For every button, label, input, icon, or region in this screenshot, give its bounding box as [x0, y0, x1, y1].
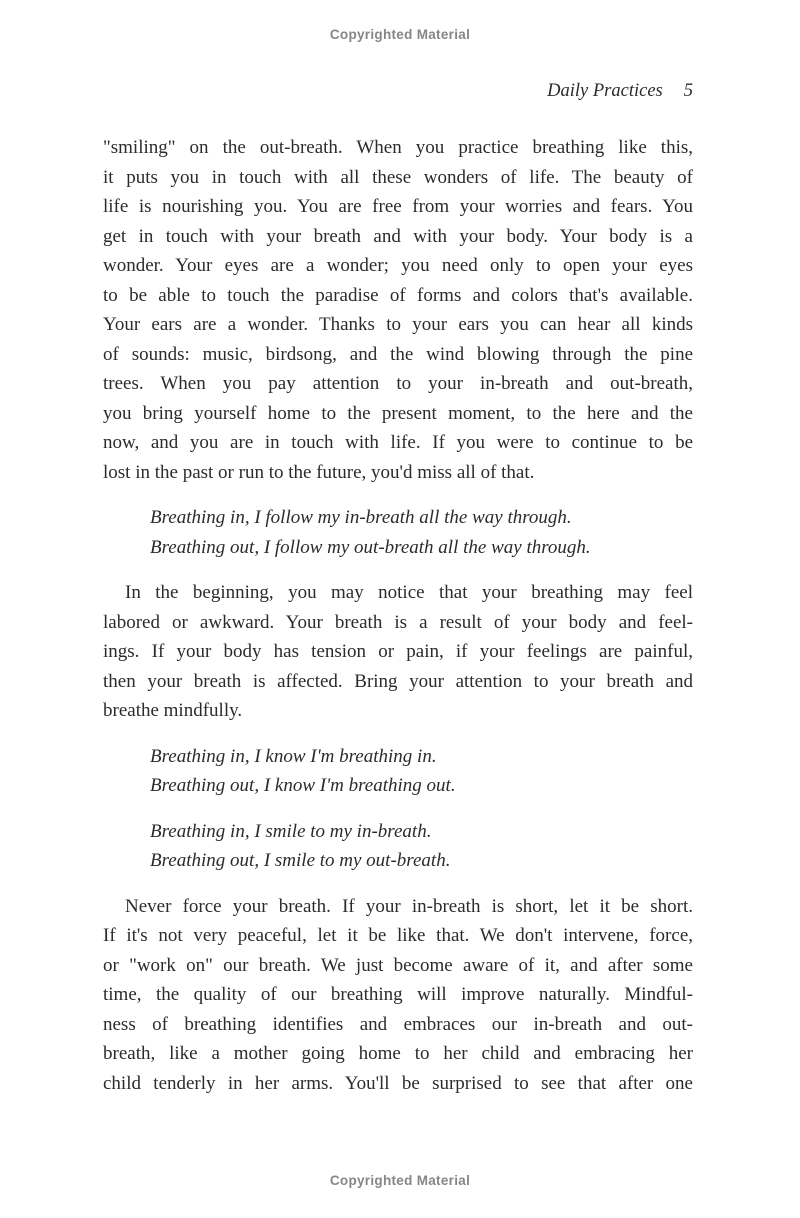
text-line: to be able to touch the paradise of forms and colors that's available.: [103, 284, 693, 306]
text-line: labored or awkward. Your breath is a result of your body and feel-: [103, 611, 693, 633]
paragraph: [103, 892, 693, 1099]
text-line: lost in the past or run to the future, you'd miss all of that.: [103, 461, 535, 483]
text-line: Breathing out, I know I'm breathing out.: [150, 775, 456, 796]
text-line: time, the quality of our breathing will improve naturally. Mindful-: [103, 984, 693, 1005]
text-line: If it's not very peaceful, let it be like that. We don't intervene, force,: [103, 925, 693, 946]
copyright-notice-bottom: Copyrighted Material: [329, 1173, 471, 1188]
text-line: ness of breathing identifies and embraces our in-breath and out-: [103, 1013, 693, 1035]
text-line: Breathing out, I smile to my out-breath.: [150, 850, 451, 871]
text-line: it puts you in touch with all these wonders of life. The beauty of: [103, 166, 693, 188]
text-line: Breathing in, I smile to my in-breath.: [150, 820, 432, 842]
text-line: you bring yourself home to the present moment, to the here and the: [103, 402, 693, 424]
text-line: get in touch with your breath and with your body. Your body is a: [103, 225, 693, 247]
copyright-notice-top: Copyrighted Material: [329, 27, 471, 42]
page-number: 5: [683, 81, 693, 101]
text-line: life is nourishing you. You are free from your worries and fears. You: [103, 196, 693, 217]
text-line: breath, like a mother going home to her child and embracing her: [103, 1043, 693, 1064]
text-line: Breathing in, I follow my in-breath all the way through.: [150, 507, 572, 528]
text-line: trees. When you pay attention to your in-breath and out-breath,: [103, 373, 693, 394]
text-line: now, and you are in touch with life. If you were to continue to be: [103, 432, 693, 453]
running-header-title: Daily Practices: [547, 81, 663, 101]
text-line: or "work on" our breath. We just become aware of it, and after some: [103, 954, 693, 976]
verse-block: [150, 817, 693, 876]
page-body: [103, 133, 693, 1098]
running-header: [103, 81, 693, 102]
paragraph: [103, 578, 693, 726]
text-line: child tenderly in her arms. You'll be surprised to see that after one: [103, 1072, 693, 1094]
text-line: "smiling" on the out-breath. When you practice breathing like this,: [103, 137, 693, 158]
text-line: ings. If your body has tension or pain, if your feelings are painful,: [103, 641, 693, 662]
text-line: of sounds: music, birdsong, and the wind blowing through the pine: [103, 343, 693, 365]
text-line: wonder. Your eyes are a wonder; you need only to open your eyes: [103, 255, 693, 276]
text-line: Never force your breath. If your in-breath is short, let it be short.: [125, 895, 693, 917]
paragraph: [103, 133, 693, 487]
verse-block: [150, 503, 693, 562]
verse-block: [150, 742, 693, 801]
text-line: In the beginning, you may notice that your breathing may feel: [125, 582, 693, 603]
text-line: then your breath is affected. Bring your attention to your breath and: [103, 670, 693, 692]
text-line: Your ears are a wonder. Thanks to your ears you can hear all kinds: [103, 314, 693, 335]
text-line: Breathing out, I follow my out-breath all the way through.: [150, 536, 591, 558]
text-line: Breathing in, I know I'm breathing in.: [150, 745, 437, 767]
text-line: breathe mindfully.: [103, 700, 243, 721]
